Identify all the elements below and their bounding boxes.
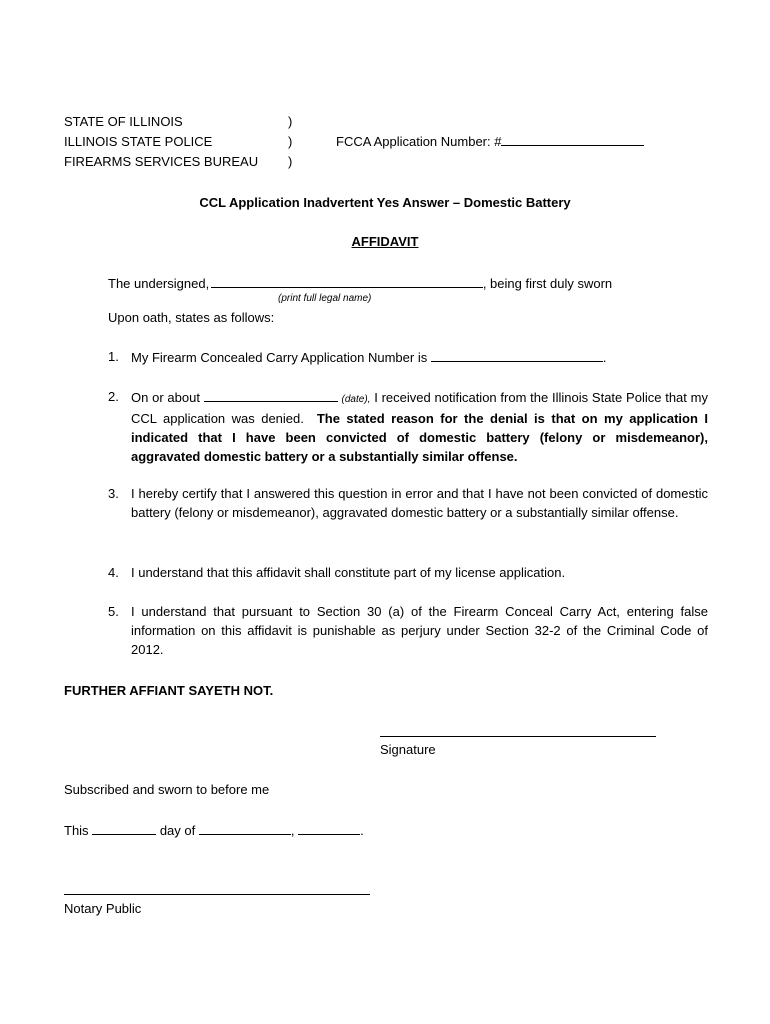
item-number: 5.	[108, 604, 119, 619]
item-text: I received notification from the Illinois State Police that my CCL application was denied.	[131, 390, 708, 426]
date-blank[interactable]	[204, 387, 338, 402]
oath-line: Upon oath, states as follows:	[108, 310, 275, 325]
item-number: 3.	[108, 486, 119, 501]
header-paren: )	[288, 114, 293, 129]
fcca-label: FCCA Application Number: #	[336, 134, 502, 149]
item-text: On or about	[131, 390, 200, 405]
date-hint: (date),	[341, 394, 371, 405]
further-affiant: FURTHER AFFIANT SAYETH NOT.	[64, 683, 274, 698]
intro-prefix: The undersigned,	[108, 276, 210, 291]
subscribed-text: Subscribed and sworn to before me	[64, 782, 270, 797]
day-blank[interactable]	[92, 820, 156, 835]
name-hint: (print full legal name)	[278, 293, 372, 304]
item-number: 4.	[108, 565, 119, 580]
this-day-line: This day of , .	[64, 820, 364, 840]
intro-suffix: , being first duly sworn	[482, 276, 613, 291]
notary-signature-line[interactable]	[64, 894, 370, 895]
header-paren: )	[288, 134, 293, 149]
affidavit-heading: AFFIDAVIT	[351, 234, 419, 249]
fcca-number-blank[interactable]	[501, 131, 644, 146]
month-blank[interactable]	[199, 820, 291, 835]
header-police: ILLINOIS STATE POLICE	[64, 134, 213, 149]
notary-label: Notary Public	[64, 901, 142, 916]
item-text: My Firearm Concealed Carry Application Number is	[131, 350, 428, 365]
document-title: CCL Application Inadvertent Yes Answer – Domestic Battery	[199, 195, 571, 210]
item-text: I hereby certify that I answered this question in error and that I have not been convicted of domestic battery (felony or misdemeanor), aggravated domestic battery or a substantially similar offense.	[131, 486, 708, 520]
full-name-blank[interactable]	[211, 273, 483, 288]
header-paren: )	[288, 154, 293, 169]
item-text: I understand that this affidavit shall constitute part of my license application.	[131, 565, 566, 580]
fcca-number-field	[336, 131, 644, 151]
header-state: STATE OF ILLINOIS	[64, 114, 183, 129]
application-number-blank[interactable]	[431, 347, 603, 362]
year-blank[interactable]	[298, 820, 360, 835]
denial-reason: The stated reason for the denial is that on my application I indicated that I have been convicted of domestic battery (felony or misdemeanor), aggravated domestic battery or a substantially similar offense.	[131, 411, 708, 464]
signature-label: Signature	[380, 742, 436, 757]
item-number: 1.	[108, 349, 119, 364]
item-number: 2.	[108, 389, 119, 404]
signature-line[interactable]	[380, 736, 656, 737]
header-bureau: FIREARMS SERVICES BUREAU	[64, 154, 259, 169]
item-text: I understand that pursuant to Section 30 (a) of the Firearm Conceal Carry Act, entering false information on this affidavit is punishable as perjury under Section 32-2 of the Criminal Code of 2012.	[131, 604, 708, 657]
